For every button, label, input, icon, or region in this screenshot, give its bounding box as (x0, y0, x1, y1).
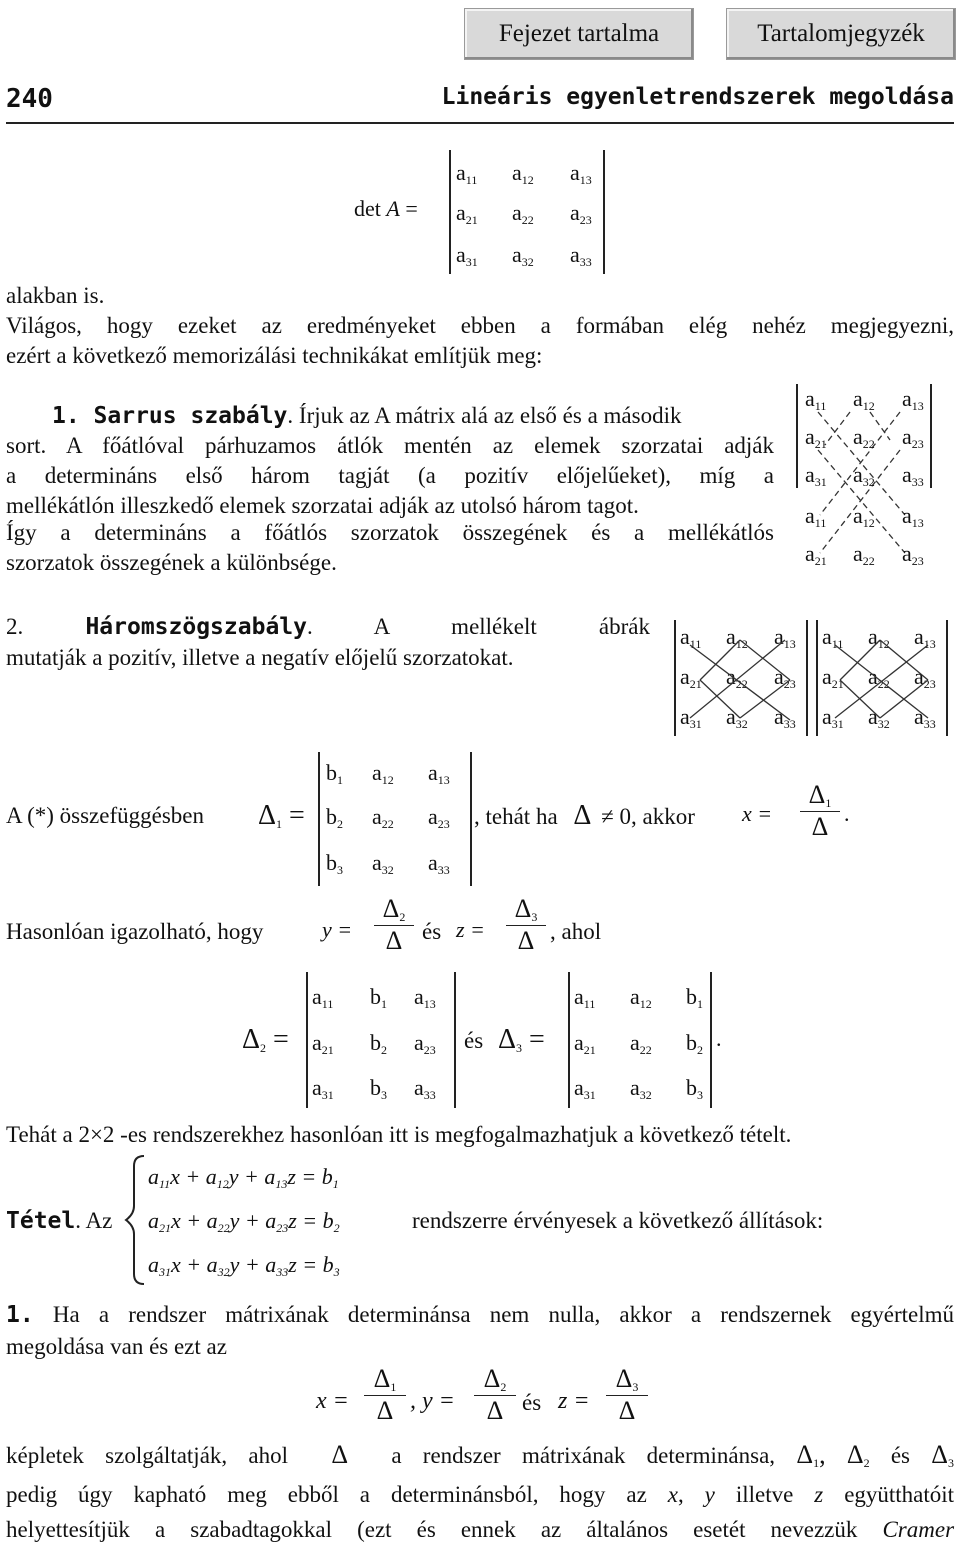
hasonloan-text: Hasonlóan igazolható, hogy (6, 919, 264, 944)
harom-title: Háromszögszabály (85, 614, 307, 640)
table-of-contents-button[interactable]: Tartalomjegyzék (726, 8, 956, 60)
page-title: Lineáris egyenletrendszerek megoldása (441, 84, 954, 110)
det-a-cell: $a_{32}$ (512, 242, 534, 269)
y-fraction: $\Delta_2$ Δ (374, 894, 414, 956)
det-a-cell: $a_{23}$ (570, 200, 592, 227)
det-a-cell: $a_{13}$ (570, 160, 592, 187)
text-vilagos-2: ezért a következő memorizálási technikákat említjük meg: (6, 343, 543, 368)
p1-line-1: 1. Ha a rendszer mátrixának determinánsa nem nulla, akkor a rendszernek egyértelmű (6, 1302, 954, 1328)
text-vilagos-1: Világos, hogy ezeket az eredményeket ebben a formában elég nehéz megjegyezni, (6, 313, 954, 338)
pedig-line: pedig úgy kapható meg ebből a determinánsból, hogy az x, y illetve z együtthatóit (6, 1482, 955, 1507)
delta1-post-text: , tehát ha Δ ≠ 0, akkor (474, 800, 695, 831)
es-text-2: és (464, 1028, 484, 1053)
chapter-contents-button[interactable]: Fejezet tartalma (464, 8, 694, 60)
delta2-label: $\Delta_2$ = (242, 1024, 289, 1055)
y-fraction-2: $\Delta_2$ Δ (474, 1364, 516, 1426)
system-row-1: $a_{11}x + a_{12}y + a_{13}z = b_1$ (148, 1164, 339, 1191)
z-fraction-2: $\Delta_3$ Δ (606, 1364, 648, 1426)
det-a-cell: $a_{11}$ (456, 160, 478, 187)
sarrus-text-2: sort. A főátlóval párhuzamos átlók mentén az elemek szorzatai adják (6, 433, 774, 458)
det-a-cell: $a_{22}$ (512, 200, 534, 227)
z-fraction: $\Delta_3$ Δ (506, 894, 546, 956)
system-row-2: $a_{21}x + a_{22}y + a_{23}z = b_2$ (148, 1208, 340, 1235)
sarrus-text-6: szorzatok összegének a különbsége. (6, 550, 337, 575)
ahol-text: , ahol (550, 919, 602, 944)
det-a-cell: $a_{12}$ (512, 160, 534, 187)
system-row-3: $a_{31}x + a_{32}y + a_{33}z = b_3$ (148, 1252, 340, 1279)
delta1-label: $\Delta_1$ = (258, 800, 305, 831)
harom-text-1: . A mellékelt ábrák (307, 614, 651, 639)
sarrus-text-4: mellékátlón illeszkedő elemek szorzatai adják az utolsó három tagot. (6, 493, 639, 518)
helyett-line: helyettesítjük a szabadtagokkal (ezt és ennek az általános esetét nevezzük Cramer (6, 1517, 955, 1542)
sarrus-text-1: . Írjuk az A mátrix alá az első és a második (287, 403, 682, 428)
sarrus-text-3: a determináns első három tagját (a pozitív előjelűeket), míg a (6, 463, 774, 488)
kepletek-line: képletek szolgáltatják, ahol Δ a rendszer mátrixának determinánsa, $\Delta_1$, $\Delta_2$ és $\Delta_3$ (6, 1440, 954, 1470)
harom-num: 2. (6, 614, 24, 639)
sarrus-title: 1. Sarrus szabály (52, 403, 288, 429)
page-number: 240 (6, 84, 53, 114)
sarrus-text-5: Így a determináns a főátlós szorzatok összegének és a mellékátlós (6, 520, 774, 545)
harom-text-2: mutatják a pozitív, illetve a negatív előjelű szorzatokat. (6, 645, 514, 670)
det-a-label: det A = (354, 196, 418, 221)
delta3-label: $\Delta_3$ = (498, 1024, 545, 1055)
det-a-cell: $a_{33}$ (570, 242, 592, 269)
det-a-cell: $a_{21}$ (456, 200, 478, 227)
text-2x2: Tehát a 2×2 -es rendszerekhez hasonlóan itt is megfogalmazhatjuk a következő tételt. (6, 1122, 792, 1147)
p1-line-2: megoldása van és ezt az (6, 1334, 227, 1359)
delta1-pre-text: A (*) összefüggésben (6, 803, 205, 828)
tetel-post-text: rendszerre érvényesek a következő állítások: (412, 1208, 824, 1233)
tetel-title: Tétel (6, 1208, 76, 1234)
det-a-cell: $a_{31}$ (456, 242, 478, 269)
x-fraction-2: $\Delta_1$ Δ (364, 1364, 406, 1426)
es-text: és (422, 919, 442, 944)
text-alakban: alakban is. (6, 283, 105, 308)
es-text-3: és (522, 1390, 542, 1415)
tetel-az: . Az (75, 1208, 113, 1233)
x-fraction: $\Delta_1$ Δ (800, 780, 840, 842)
